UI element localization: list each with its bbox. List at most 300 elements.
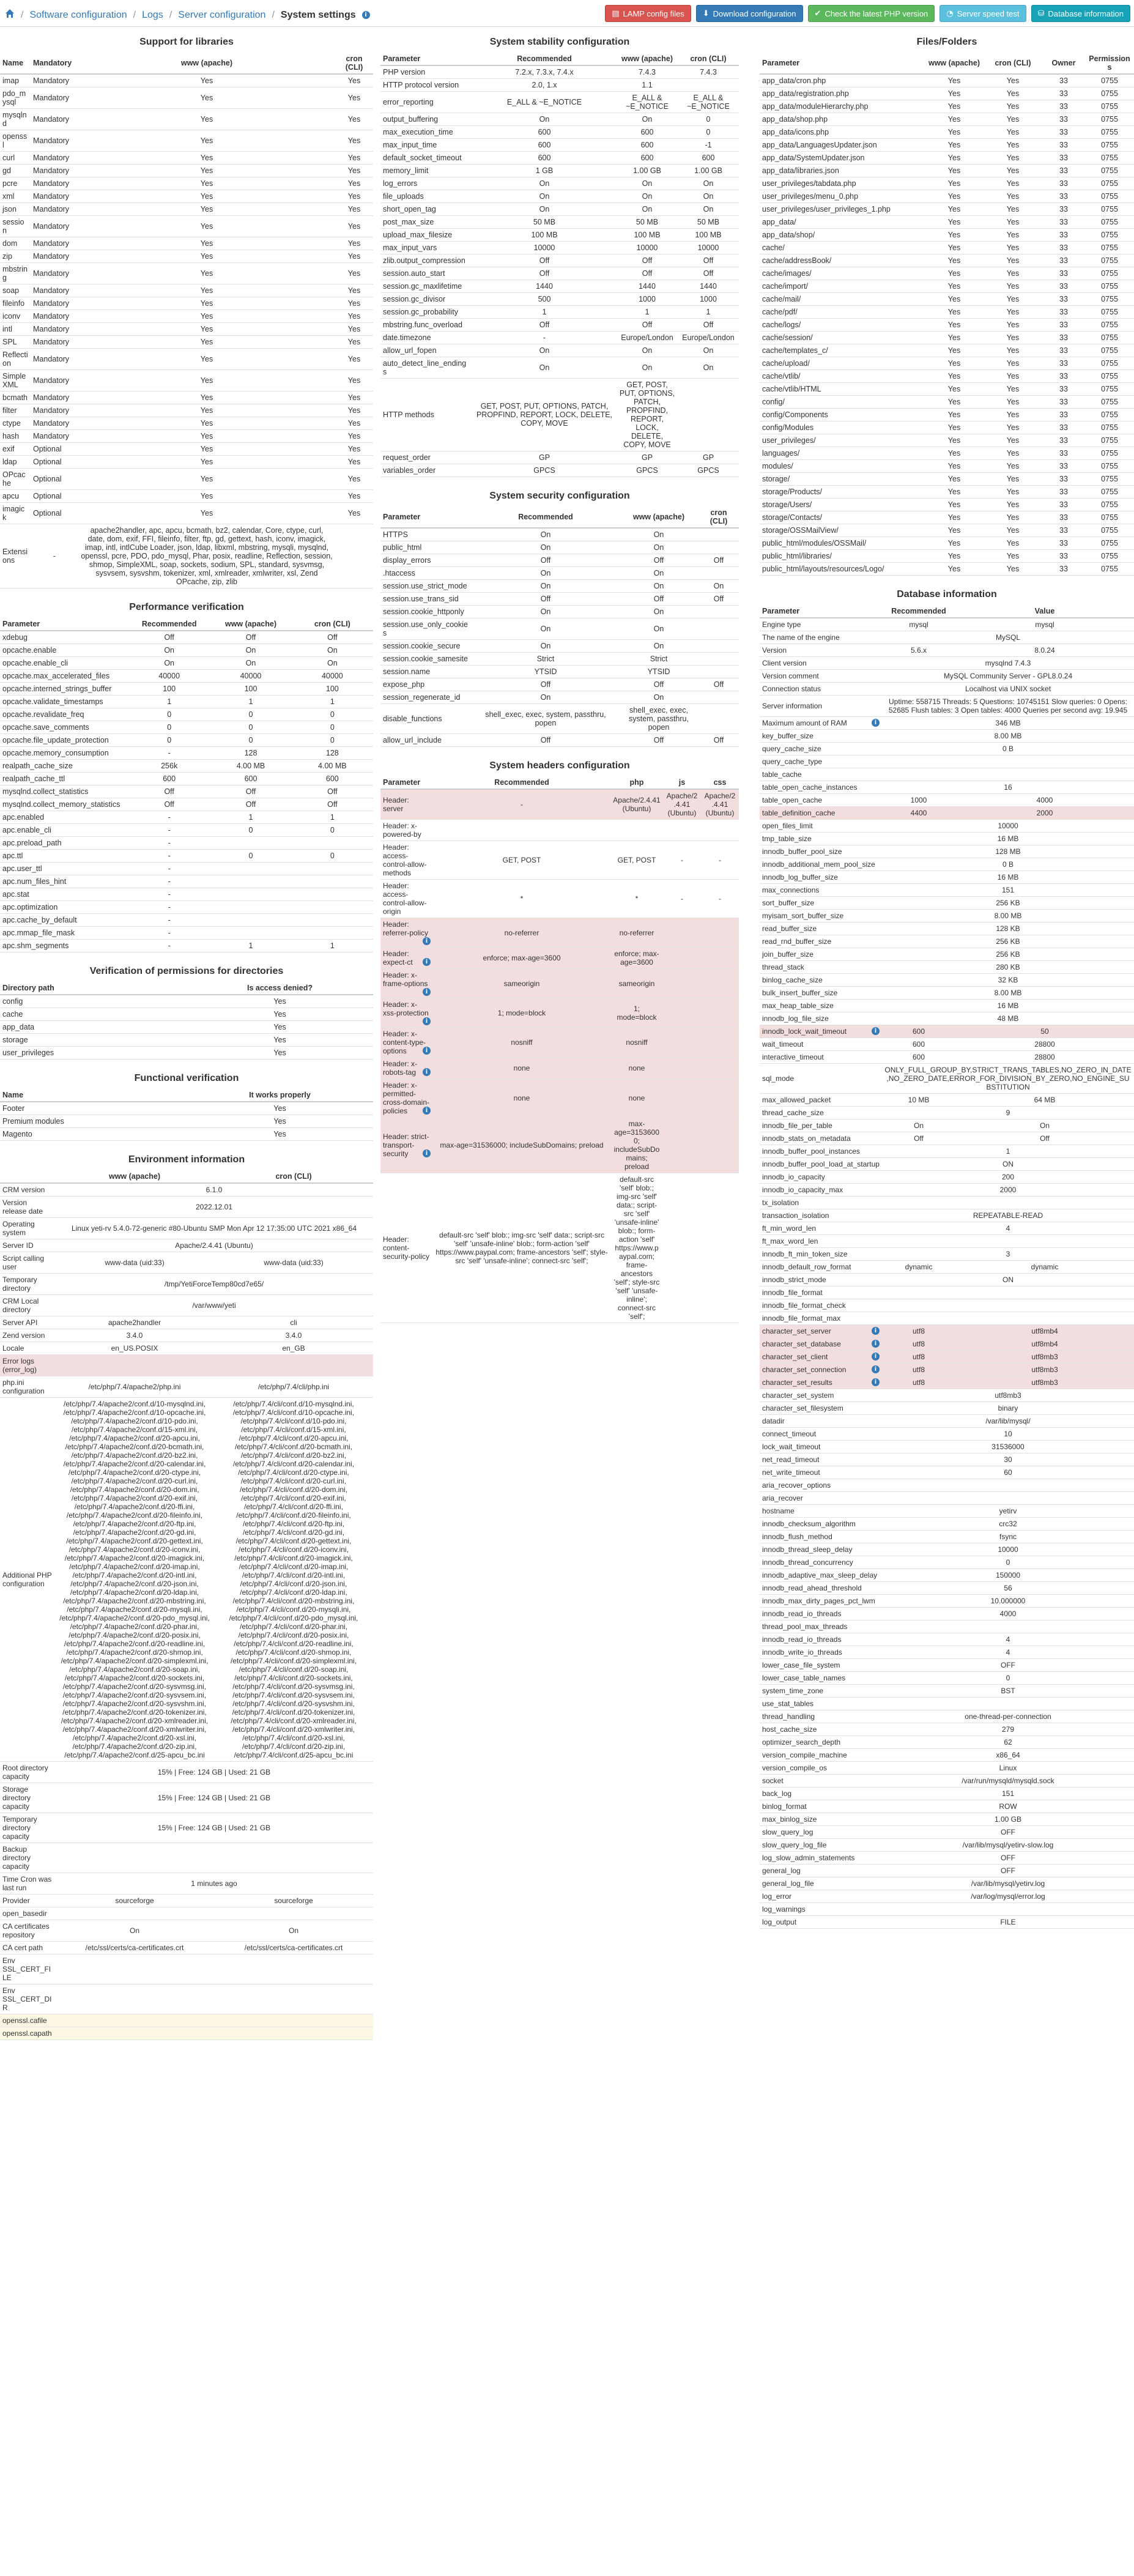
table-cell: pcre	[0, 177, 31, 190]
table-row	[760, 1248, 1134, 1261]
table-row	[760, 1877, 1134, 1890]
table-cell: Off	[699, 593, 739, 606]
table-cell: 5.6.x	[882, 644, 955, 657]
check-the-latest-php-version-button[interactable]	[808, 5, 935, 22]
table-cell: Yes	[984, 383, 1042, 396]
table-row	[0, 1329, 373, 1342]
table-row	[760, 1094, 1134, 1107]
column-header: cron (CLI)	[292, 618, 373, 631]
table-row	[380, 344, 739, 357]
table-cell: Yes	[984, 203, 1042, 216]
table-cell: default-src 'self' blob:; img-src 'self' data:; script-src 'self' 'unsafe-inline' blob:; form-action 'self' https://www.paypal.com; frame-ancestors 'self'; style-src 'self' 'unsafe-inline'; connect-src 'self';	[610, 1173, 663, 1323]
table-cell	[701, 1118, 739, 1173]
table-row	[760, 357, 1134, 370]
table-cell	[760, 1145, 882, 1158]
table-cell: -	[128, 850, 210, 863]
info-icon[interactable]: i	[872, 1365, 880, 1373]
table-cell: disable_functions	[380, 704, 472, 734]
table-row	[760, 935, 1134, 948]
table-row	[0, 443, 373, 456]
table-cell: Yes	[925, 332, 984, 344]
table-cell: Yes	[335, 323, 373, 336]
table-cell: Off	[699, 678, 739, 691]
table-cell	[760, 1569, 882, 1582]
table-cell: 16 MB	[882, 1000, 1134, 1012]
table-cell	[55, 1907, 214, 1920]
table-cell: Yes	[335, 469, 373, 490]
permissions-panel	[0, 961, 373, 1060]
table-cell: binary	[882, 1402, 1134, 1415]
table-row	[760, 1518, 1134, 1531]
table-cell	[760, 961, 882, 974]
table-cell: app_data/icons.php	[760, 126, 925, 139]
table-cell: 600	[882, 1038, 955, 1051]
table-row	[0, 1128, 373, 1141]
lamp-config-files-button[interactable]	[605, 5, 691, 22]
table-row	[380, 216, 739, 229]
table-row	[0, 109, 373, 130]
table-cell	[210, 927, 291, 940]
table-cell: YTSID	[472, 666, 619, 678]
table-cell: Apache/2.4.41 (Ubuntu)	[55, 1239, 373, 1252]
parameter-name: thread_pool_max_threads	[762, 1622, 848, 1631]
table-cell: Yes	[984, 460, 1042, 473]
table-cell: bcmath	[0, 392, 31, 404]
table-cell: On	[619, 640, 699, 653]
table-cell	[760, 755, 882, 768]
table-row	[380, 65, 739, 79]
table-cell: 2000	[882, 1184, 1134, 1197]
table-cell: 32 KB	[882, 974, 1134, 987]
table-cell: Additional PHP configuration	[0, 1398, 55, 1762]
table-cell: Europe/London	[678, 332, 739, 344]
table-row	[380, 203, 739, 216]
performance-title: Performance verification	[129, 602, 244, 612]
table-cell: Yes	[335, 310, 373, 323]
table-cell: zip	[0, 250, 31, 263]
table-cell: E_ALL & ~E_NOTICE	[678, 92, 739, 113]
table-cell: Mandatory	[31, 310, 78, 323]
table-cell: languages/	[760, 447, 925, 460]
table-cell: 33	[1042, 152, 1085, 165]
table-row	[760, 1286, 1134, 1299]
table-row	[0, 177, 373, 190]
table-cell: Apache/2.4.41 (Ubuntu)	[701, 789, 739, 820]
table-cell: storage/Contacts/	[760, 511, 925, 524]
table-row	[760, 1659, 1134, 1672]
table-cell: Server ID	[0, 1239, 55, 1252]
table-cell	[882, 1492, 1134, 1505]
info-icon[interactable]: i	[872, 1327, 880, 1335]
table-cell: Time Cron was last run	[0, 1873, 55, 1895]
table-row	[0, 747, 373, 760]
table-cell: session.auto_start	[380, 267, 472, 280]
table-cell: 100 MB	[617, 229, 678, 242]
info-icon[interactable]: i	[423, 988, 431, 996]
stability-table	[380, 53, 739, 477]
table-cell: intl	[0, 323, 31, 336]
table-cell: Error logs (error_log)	[0, 1355, 55, 1376]
table-row	[380, 948, 739, 969]
table-cell: 346 MB	[882, 717, 1134, 730]
table-cell: cache/import/	[760, 280, 925, 293]
parameter-name: bulk_insert_buffer_size	[762, 989, 838, 997]
table-cell: memory_limit	[380, 165, 472, 177]
table-cell: user_privileges/	[760, 434, 925, 447]
table-cell: 0755	[1085, 383, 1134, 396]
table-row	[0, 1021, 373, 1034]
table-row	[760, 332, 1134, 344]
table-cell	[433, 820, 610, 841]
table-cell: Yes	[925, 537, 984, 550]
info-icon[interactable]: i	[423, 1149, 431, 1157]
table-cell: public_html	[380, 541, 472, 554]
table-cell: 0 B	[882, 743, 1134, 755]
table-cell: sameorigin	[433, 969, 610, 998]
table-cell: 128	[292, 747, 373, 760]
parameter-name: table_cache	[762, 770, 802, 779]
table-cell	[760, 1107, 882, 1119]
database-panel	[760, 584, 1134, 1929]
functional-table	[0, 1089, 373, 1141]
breadcrumb-link[interactable]: Logs	[142, 9, 163, 20]
table-row	[760, 657, 1134, 670]
table-cell: 1440	[472, 280, 617, 293]
table-row	[760, 631, 1134, 644]
table-cell: apc.preload_path	[0, 837, 128, 850]
table-cell: utf8mb4	[955, 1338, 1134, 1351]
table-row	[0, 1783, 373, 1813]
parameter-name: connect_timeout	[762, 1430, 817, 1438]
table-cell: Yes	[335, 430, 373, 443]
table-cell: 16	[882, 781, 1134, 794]
table-cell	[760, 717, 882, 730]
info-icon[interactable]: i	[423, 937, 431, 945]
table-row	[0, 430, 373, 443]
table-cell: 1440	[617, 280, 678, 293]
column-header: Recommended	[472, 53, 617, 65]
table-cell: exif	[0, 443, 31, 456]
table-cell: -	[701, 841, 739, 880]
table-cell: cache/session/	[760, 332, 925, 344]
table-cell: Yes	[78, 417, 335, 430]
table-cell	[210, 914, 291, 927]
table-cell: 0755	[1085, 537, 1134, 550]
table-cell: Off	[619, 734, 699, 747]
table-cell: 0755	[1085, 447, 1134, 460]
table-row	[0, 1047, 373, 1060]
table-row	[760, 1865, 1134, 1877]
table-cell: Yes	[925, 74, 984, 87]
table-row	[760, 1222, 1134, 1235]
table-cell	[663, 998, 701, 1028]
table-row	[0, 74, 373, 87]
libraries-table	[0, 53, 373, 588]
header-row	[380, 507, 739, 528]
table-cell: curl	[0, 152, 31, 165]
column-header	[0, 1170, 55, 1183]
table-cell	[760, 1839, 882, 1852]
info-icon[interactable]: i	[423, 1068, 431, 1076]
table-row	[380, 229, 739, 242]
info-icon[interactable]: i	[872, 1340, 880, 1348]
table-cell: 0755	[1085, 460, 1134, 473]
table-row	[760, 1749, 1134, 1762]
column-header: css	[701, 776, 739, 789]
info-icon[interactable]: i	[872, 1378, 880, 1386]
table-cell: max-age=31536000; includeSubDomains; preload	[610, 1118, 663, 1173]
table-cell: 280 KB	[882, 961, 1134, 974]
parameter-name: host_cache_size	[762, 1725, 817, 1734]
table-cell: 0755	[1085, 242, 1134, 254]
table-cell: 1	[210, 811, 291, 824]
table-cell	[760, 1595, 882, 1608]
parameter-name: thread_stack	[762, 963, 804, 971]
parameter-name: general_log_file	[762, 1879, 814, 1888]
table-cell: user_privileges/tabdata.php	[760, 177, 925, 190]
table-cell: Mandatory	[31, 87, 78, 109]
table-cell: Yes	[984, 254, 1042, 267]
table-cell	[760, 1402, 882, 1415]
table-row	[0, 760, 373, 773]
table-cell: Yes	[925, 447, 984, 460]
table-row	[760, 1209, 1134, 1222]
table-cell: Mandatory	[31, 74, 78, 87]
table-row	[0, 349, 373, 370]
table-cell: Yes	[78, 430, 335, 443]
table-cell: mbstring	[0, 263, 31, 284]
table-cell: utf8	[882, 1351, 955, 1364]
table-cell: utf8	[882, 1364, 955, 1376]
table-cell: Mandatory	[31, 284, 78, 297]
table-cell: 0	[210, 734, 291, 747]
table-cell: Mandatory	[31, 203, 78, 216]
table-cell: 600	[128, 773, 210, 785]
parameter-name: innodb_strict_mode	[762, 1275, 826, 1284]
table-cell: GPCS	[472, 464, 617, 477]
table-row	[760, 987, 1134, 1000]
table-cell: Mandatory	[31, 216, 78, 237]
table-cell: session	[0, 216, 31, 237]
table-cell: cache/mail/	[760, 293, 925, 306]
table-cell: 0 B	[882, 858, 1134, 871]
table-row	[380, 528, 739, 541]
table-cell: 16 MB	[882, 871, 1134, 884]
table-cell: ON	[882, 1158, 1134, 1171]
table-cell: Yes	[335, 404, 373, 417]
table-cell: On	[617, 203, 678, 216]
table-cell: dom	[0, 237, 31, 250]
table-cell: filter	[0, 404, 31, 417]
table-cell: request_order	[380, 451, 472, 464]
table-cell: GET, POST, PUT, OPTIONS, PATCH, PROPFIND, REPORT, LOCK, DELETE, COPY, MOVE	[617, 379, 678, 451]
table-cell: Yes	[187, 1128, 373, 1141]
table-cell: 0755	[1085, 332, 1134, 344]
breadcrumb-link[interactable]: Software configuration	[29, 9, 127, 20]
table-row	[760, 1184, 1134, 1197]
table-row	[760, 139, 1134, 152]
table-cell	[882, 1235, 1134, 1248]
parameter-name: lock_wait_timeout	[762, 1442, 821, 1451]
breadcrumb-separator: /	[21, 9, 24, 20]
home-icon[interactable]	[5, 9, 15, 21]
table-cell: On	[292, 644, 373, 657]
table-cell: 0755	[1085, 421, 1134, 434]
table-cell: 10000	[678, 242, 739, 254]
info-icon[interactable]: i	[423, 1107, 431, 1115]
table-cell	[760, 1916, 882, 1929]
parameter-name: socket	[762, 1776, 784, 1785]
table-cell: app_data/shop.php	[760, 113, 925, 126]
table-row	[380, 1079, 739, 1118]
table-cell	[760, 935, 882, 948]
table-cell: Linux	[882, 1762, 1134, 1775]
table-cell: Yes	[78, 177, 335, 190]
table-cell: On	[678, 203, 739, 216]
parameter-name: character_set_database	[762, 1340, 841, 1348]
table-row	[0, 190, 373, 203]
table-row	[380, 640, 739, 653]
table-cell: ONLY_FULL_GROUP_BY,STRICT_TRANS_TABLES,NO_ZERO_IN_DATE,NO_ZERO_DATE,ERROR_FOR_DIVISION_BY_ZERO,NO_ENGINE_SUBSTITUTION	[882, 1064, 1134, 1094]
table-row	[760, 618, 1134, 631]
column-header: Permissions	[1085, 53, 1134, 74]
table-row	[0, 1984, 373, 2014]
files-panel	[760, 32, 1134, 576]
table-cell: Script calling user	[0, 1252, 55, 1274]
table-cell: 1000	[678, 293, 739, 306]
table-row	[0, 336, 373, 349]
table-row	[0, 456, 373, 469]
table-row	[0, 644, 373, 657]
table-cell: Yes	[984, 113, 1042, 126]
table-row	[380, 969, 739, 998]
header-name: Header: x-frame-options	[383, 971, 428, 988]
table-row	[760, 177, 1134, 190]
parameter-name: transaction_isolation	[762, 1211, 829, 1220]
table-row	[760, 1274, 1134, 1286]
table-cell: utf8mb3	[882, 1389, 1134, 1402]
header-name: Header: x-permitted-cross-domain-policies	[383, 1081, 430, 1115]
table-row	[760, 1364, 1134, 1376]
table-cell: user_privileges	[0, 1047, 187, 1060]
column-header: php	[610, 776, 663, 789]
info-icon[interactable]: i	[423, 958, 431, 966]
table-cell: app_data/shop/	[760, 229, 925, 242]
table-cell: Yes	[78, 216, 335, 237]
table-cell: On	[619, 528, 699, 541]
table-cell: 0755	[1085, 126, 1134, 139]
info-icon[interactable]: i	[362, 11, 370, 19]
table-cell: 1	[678, 306, 739, 319]
table-cell	[760, 1890, 882, 1903]
table-cell: 0	[128, 734, 210, 747]
table-row	[760, 743, 1134, 755]
table-cell: pdo_mysql	[0, 87, 31, 109]
table-cell: SPL	[0, 336, 31, 349]
table-cell	[760, 1000, 882, 1012]
table-row	[380, 691, 739, 704]
table-row	[380, 190, 739, 203]
parameter-name: innodb_thread_concurrency	[762, 1558, 853, 1567]
table-row	[760, 974, 1134, 987]
table-cell	[760, 1376, 882, 1389]
table-cell: no-referrer	[433, 918, 610, 948]
table-cell	[760, 1119, 882, 1132]
table-cell: Yes	[78, 87, 335, 109]
table-cell: app_data/cron.php	[760, 74, 925, 87]
table-row	[760, 670, 1134, 683]
table-cell: Server API	[0, 1316, 55, 1329]
info-icon[interactable]: i	[423, 1047, 431, 1055]
table-cell: nosniff	[433, 1028, 610, 1058]
table-row	[0, 1376, 373, 1398]
table-cell	[760, 1749, 882, 1762]
table-cell	[760, 1620, 882, 1633]
info-icon[interactable]: i	[423, 1017, 431, 1025]
database-title: Database information	[897, 589, 997, 599]
parameter-name: table_open_cache_instances	[762, 783, 858, 792]
table-cell: open_basedir	[0, 1907, 55, 1920]
header-row	[380, 776, 739, 789]
table-cell: Yes	[984, 139, 1042, 152]
table-cell: session.name	[380, 666, 472, 678]
table-cell: enforce; max-age=3600	[433, 948, 610, 969]
info-icon[interactable]: i	[872, 719, 880, 727]
info-icon[interactable]: i	[872, 1027, 880, 1035]
table-cell: 33	[1042, 409, 1085, 421]
table-row	[760, 1672, 1134, 1685]
info-icon[interactable]: i	[872, 1353, 880, 1360]
table-row	[760, 910, 1134, 922]
table-cell	[210, 837, 291, 850]
table-cell: nosniff	[610, 1028, 663, 1058]
table-cell: apc.ttl	[0, 850, 128, 863]
table-cell	[760, 871, 882, 884]
table-cell: On	[619, 618, 699, 640]
table-cell: 10000	[882, 1543, 1134, 1556]
table-cell: 600	[678, 152, 739, 165]
table-cell: none	[433, 1058, 610, 1079]
table-cell: 1.00 GB	[617, 165, 678, 177]
table-cell: storage	[0, 1034, 187, 1047]
table-cell: Yes	[925, 383, 984, 396]
table-cell	[882, 1620, 1134, 1633]
table-cell: Yes	[925, 357, 984, 370]
table-cell: Yes	[335, 87, 373, 109]
table-row	[0, 1942, 373, 1954]
breadcrumb-link[interactable]: Server configuration	[178, 9, 266, 20]
table-cell	[699, 567, 739, 580]
table-cell: Yes	[925, 306, 984, 319]
table-cell	[760, 1775, 882, 1787]
table-row	[0, 1873, 373, 1895]
table-row	[0, 995, 373, 1008]
table-cell: 1.00 GB	[882, 1813, 1134, 1826]
table-cell	[214, 1907, 373, 1920]
table-cell: REPEATABLE-READ	[882, 1209, 1134, 1222]
database-information-button[interactable]	[1031, 5, 1130, 22]
table-cell	[760, 1633, 882, 1646]
table-cell	[760, 1813, 882, 1826]
table-cell: Extensions	[0, 524, 31, 588]
parameter-name: slow_query_log	[762, 1828, 813, 1836]
server-speed-test-button[interactable]	[939, 5, 1026, 22]
column-header: js	[663, 776, 701, 789]
table-cell	[214, 2027, 373, 2040]
table-row	[760, 74, 1134, 87]
download-configuration-button[interactable]	[696, 5, 803, 22]
table-cell: default_socket_timeout	[380, 152, 472, 165]
